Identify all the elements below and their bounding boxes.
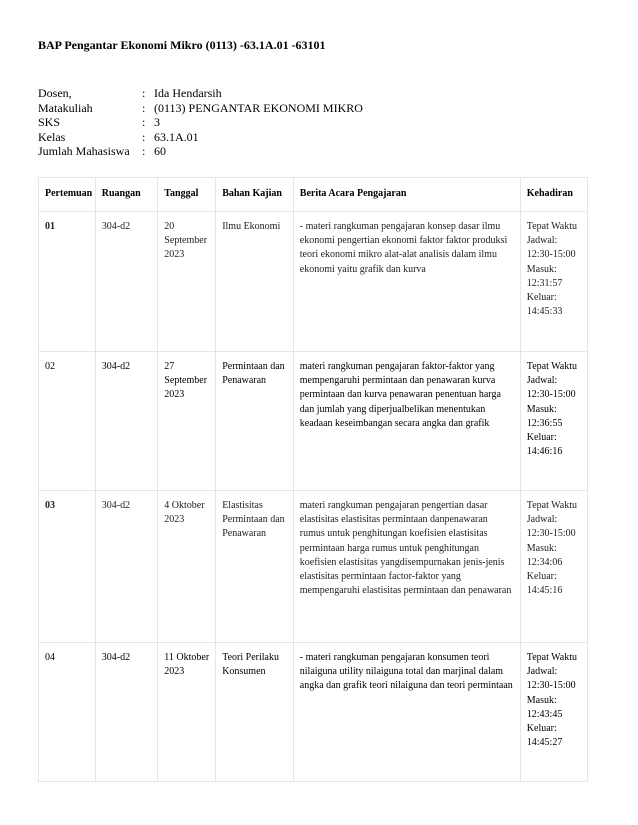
meta-label: Matakuliah: [38, 100, 93, 115]
meta-value: (0113) PENGANTAR EKONOMI MIKRO: [154, 100, 363, 115]
header-berita-acara: Berita Acara Pengajaran: [293, 178, 520, 212]
header-bahan-kajian: Bahan Kajian: [216, 178, 294, 212]
header-pertemuan: Pertemuan: [39, 178, 96, 212]
meta-row-matakuliah: [38, 101, 363, 116]
cell-kehadiran: Tepat Waktu Jadwal: 12:30-15:00 Masuk: 12:36:55 Keluar: 14:46:16: [520, 352, 587, 491]
cell-bahan-kajian: Ilmu Ekonomi: [216, 212, 294, 352]
meta-row-sks: [38, 115, 363, 130]
cell-ruangan: 304-d2: [95, 491, 158, 643]
table-row: [39, 352, 588, 491]
meta-separator: :: [142, 86, 146, 100]
cell-pertemuan: 03: [39, 491, 96, 643]
header-tanggal: Tanggal: [158, 178, 216, 212]
table-header-row: [39, 178, 588, 212]
cell-tanggal: 11 Oktober 2023: [158, 643, 216, 782]
document-title: BAP Pengantar Ekonomi Mikro (0113) -63.1A.01 -63101: [38, 38, 326, 52]
meta-row-jumlah-mahasiswa: [38, 144, 363, 159]
meta-label: Jumlah Mahasiswa: [38, 144, 130, 159]
meta-separator: :: [142, 100, 146, 115]
meta-label: Dosen,: [38, 86, 72, 100]
cell-kehadiran: Tepat Waktu Jadwal: 12:30-15:00 Masuk: 12:31:57 Keluar: 14:45:33: [520, 212, 587, 352]
cell-berita-acara: materi rangkuman pengajaran faktor-faktor yang mempengaruhi permintaan dan penawaran kurva permintaan dan kurva penawaran penentuan harga dan jumlah yang diperjualbelikan menentukan keadaan keseimbangan secara angka dan grafik: [293, 352, 520, 491]
bap-table: [38, 177, 588, 782]
header-ruangan: Ruangan: [95, 178, 158, 212]
cell-bahan-kajian: Elastisitas Permintaan dan Penawaran: [216, 491, 294, 643]
meta-separator: :: [142, 144, 146, 159]
meta-separator: :: [142, 129, 146, 144]
cell-kehadiran: Tepat Waktu Jadwal: 12:30-15:00 Masuk: 12:34:06 Keluar: 14:45:16: [520, 491, 587, 643]
course-info: [38, 86, 363, 159]
meta-label: Kelas: [38, 129, 66, 144]
meta-value: 63.1A.01: [154, 129, 199, 144]
cell-berita-acara: - materi rangkuman pengajaran konsumen teori nilaiguna utility nilaiguna total dan marjinal dalam angka dan grafik teori nilaiguna dan teori permintaan: [293, 643, 520, 782]
cell-pertemuan: 01: [39, 212, 96, 352]
cell-pertemuan: 02: [39, 352, 96, 491]
meta-separator: :: [142, 115, 146, 130]
cell-ruangan: 304-d2: [95, 643, 158, 782]
cell-tanggal: 4 Oktober 2023: [158, 491, 216, 643]
meta-row-dosen: [38, 86, 363, 101]
meta-value: 3: [154, 115, 160, 130]
cell-ruangan: 304-d2: [95, 352, 158, 491]
meta-row-kelas: [38, 130, 363, 145]
cell-tanggal: 20 September 2023: [158, 212, 216, 352]
cell-berita-acara: - materi rangkuman pengajaran konsep dasar ilmu ekonomi pengertian ekonomi faktor faktor produksi teori ekonomi mikro alat-alat analisis dalam ilmu ekonomi yaitu grafik dan kurva: [293, 212, 520, 352]
cell-berita-acara: materi rangkuman pengajaran pengertian dasar elastisitas elastisitas permintaan danpenawaran rumus untuk penghitungan koefisien elastisitas permintaan harga rumus untuk penghitungan koefisien elastisitas yangdisempurnakan jenis-jenis elastisitas permintaan factor-faktor yang mempengaruhi elastisitas permintaan dan penawaran: [293, 491, 520, 643]
cell-bahan-kajian: Permintaan dan Penawaran: [216, 352, 294, 491]
cell-pertemuan: 04: [39, 643, 96, 782]
cell-tanggal: 27 September 2023: [158, 352, 216, 491]
cell-bahan-kajian: Teori Perilaku Konsumen: [216, 643, 294, 782]
meta-label: SKS: [38, 115, 61, 130]
cell-ruangan: 304-d2: [95, 212, 158, 352]
table-row: [39, 643, 588, 782]
cell-kehadiran: Tepat Waktu Jadwal: 12:30-15:00 Masuk: 12:43:45 Keluar: 14:45:27: [520, 643, 587, 782]
header-kehadiran: Kehadiran: [520, 178, 587, 212]
meta-value: Ida Hendarsih: [154, 86, 222, 100]
meta-value: 60: [154, 144, 166, 159]
table-row: [39, 491, 588, 643]
table-row: [39, 212, 588, 352]
